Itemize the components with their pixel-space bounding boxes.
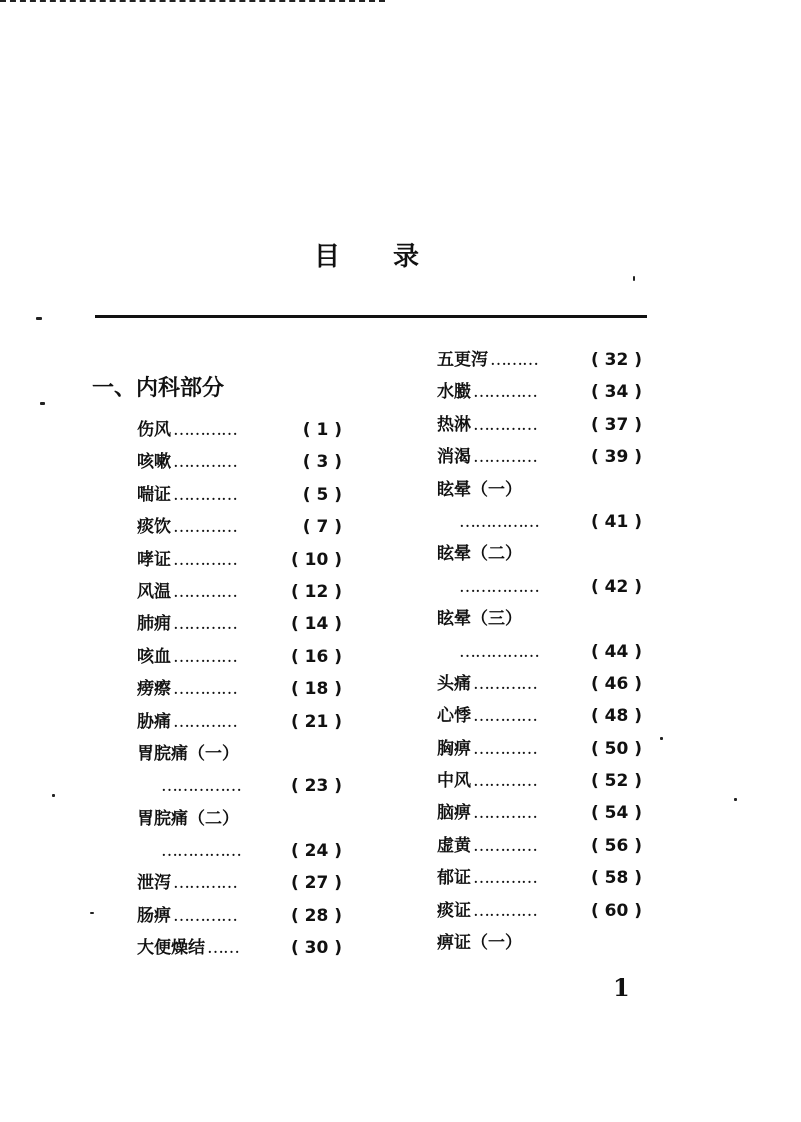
toc-entry <box>137 932 352 964</box>
toc-entry <box>137 867 352 899</box>
toc-leader-dots: ………… <box>473 414 537 435</box>
toc-entry-title: 心悸 <box>437 706 471 727</box>
toc-entry-title: 头痛 <box>437 673 471 694</box>
toc-entry-title: 风温 <box>137 581 171 602</box>
toc-leader-dots: …… <box>207 938 239 959</box>
toc-entry <box>437 895 652 927</box>
toc-leader-dots: …………… <box>459 511 539 532</box>
toc-entry-title: 咳嗽 <box>137 452 171 473</box>
toc-page-ref: ( 5 ) <box>302 484 342 505</box>
toc-entry <box>137 479 352 511</box>
toc-entry-title: 痰证 <box>437 900 471 921</box>
toc-entry <box>137 835 352 867</box>
toc-right-column <box>437 344 652 959</box>
toc-leader-dots: ……… <box>490 350 538 370</box>
toc-leader-dots: ………… <box>173 549 237 570</box>
toc-entry <box>137 803 352 835</box>
toc-page-ref: ( 42 ) <box>590 576 642 597</box>
toc-page-ref: ( 18 ) <box>290 679 342 700</box>
toc-entry-title: 伤风 <box>137 420 171 440</box>
toc-entry-title: 胃脘痛（二） <box>137 808 239 829</box>
toc-entry-title: 痹证（一） <box>437 933 522 954</box>
toc-page-ref: ( 27 ) <box>290 873 342 894</box>
toc-leader-dots: ………… <box>473 447 537 468</box>
toc-leader-dots: ………… <box>173 679 237 700</box>
toc-page-ref: ( 41 ) <box>590 511 642 532</box>
toc-page-ref: ( 14 ) <box>290 614 342 635</box>
toc-entry-title: 五更泻 <box>437 350 488 370</box>
scan-speck <box>52 794 55 797</box>
toc-entry-title: 胸痹 <box>437 738 471 759</box>
toc-entry <box>137 544 352 576</box>
toc-entry-title: 郁证 <box>437 868 471 889</box>
toc-page-ref: ( 24 ) <box>290 841 342 862</box>
toc-entry <box>137 414 352 446</box>
toc-entry-title: 肺痈 <box>137 614 171 635</box>
toc-entry <box>437 474 652 506</box>
toc-page-ref: ( 48 ) <box>590 706 642 727</box>
toc-leader-dots: ………… <box>173 646 237 667</box>
toc-entry-title: 脑痹 <box>437 803 471 824</box>
scan-speck <box>633 276 635 281</box>
toc-leader-dots: ………… <box>473 738 537 759</box>
toc-page-ref: ( 1 ) <box>302 420 342 440</box>
toc-entry-title: 喘证 <box>137 484 171 505</box>
toc-entry <box>137 641 352 673</box>
toc-leader-dots: ………… <box>173 711 237 732</box>
toc-entry <box>437 636 652 668</box>
toc-page-ref: ( 12 ) <box>290 581 342 602</box>
toc-entry <box>137 608 352 640</box>
toc-page-ref: ( 52 ) <box>590 771 642 792</box>
toc-entry <box>437 700 652 732</box>
toc-entry <box>437 344 652 376</box>
toc-entry-title: 眩晕（二） <box>437 544 522 565</box>
toc-page-ref: ( 50 ) <box>590 738 642 759</box>
toc-entry <box>437 441 652 473</box>
toc-leader-dots: ………… <box>473 835 537 856</box>
toc-leader-dots: …………… <box>161 841 241 862</box>
toc-entry-title: 咳血 <box>137 646 171 667</box>
toc-entry-title: 痰饮 <box>137 517 171 538</box>
toc-leader-dots: ………… <box>173 420 237 440</box>
toc-page-ref: ( 21 ) <box>290 711 342 732</box>
toc-entry-title: 热淋 <box>437 414 471 435</box>
toc-entry-title: 水臌 <box>437 382 471 403</box>
toc-entry <box>437 797 652 829</box>
toc-leader-dots: ………… <box>473 803 537 824</box>
toc-entry <box>437 830 652 862</box>
toc-entry <box>137 770 352 802</box>
toc-entry-title: 消渴 <box>437 447 471 468</box>
toc-entry <box>437 538 652 570</box>
scan-speck <box>40 402 45 405</box>
toc-leader-dots: …………… <box>161 776 241 797</box>
toc-entry <box>137 511 352 543</box>
toc-entry <box>137 738 352 770</box>
toc-entry <box>437 603 652 635</box>
toc-page-ref: ( 54 ) <box>590 803 642 824</box>
top-dashed-edge <box>0 0 385 10</box>
toc-leader-dots: ………… <box>173 581 237 602</box>
toc-page-ref: ( 7 ) <box>302 517 342 538</box>
toc-page-ref: ( 3 ) <box>302 452 342 473</box>
title-char-1: 目 <box>314 242 342 272</box>
title-char-2: 录 <box>393 242 421 272</box>
toc-page-ref: ( 34 ) <box>590 382 642 403</box>
toc-left-column <box>137 414 352 965</box>
toc-page-ref: ( 23 ) <box>290 776 342 797</box>
scan-speck <box>660 737 663 740</box>
toc-entry <box>137 673 352 705</box>
toc-entry <box>437 506 652 538</box>
toc-entry-title: 大便燥结 <box>137 938 205 959</box>
page-title <box>0 236 801 280</box>
toc-entry-title: 眩晕（一） <box>437 479 522 500</box>
toc-page-ref: ( 16 ) <box>290 646 342 667</box>
toc-entry-title: 胃脘痛（一） <box>137 743 239 764</box>
toc-entry <box>137 706 352 738</box>
toc-page-ref: ( 58 ) <box>590 868 642 889</box>
toc-leader-dots: ………… <box>173 452 237 473</box>
toc-entry <box>437 571 652 603</box>
scan-speck <box>734 798 737 801</box>
toc-page-ref: ( 30 ) <box>290 938 342 959</box>
scan-speck <box>90 912 94 914</box>
toc-entry <box>437 668 652 700</box>
toc-entry-title: 中风 <box>437 771 471 792</box>
toc-leader-dots: ………… <box>473 771 537 792</box>
toc-entry-title: 肠痹 <box>137 905 171 926</box>
toc-page-ref: ( 10 ) <box>290 549 342 570</box>
toc-leader-dots: ………… <box>173 614 237 635</box>
toc-leader-dots: ………… <box>473 706 537 727</box>
toc-entry <box>437 862 652 894</box>
toc-entry <box>137 900 352 932</box>
toc-page-ref: ( 39 ) <box>590 447 642 468</box>
toc-entry-title: 眩晕（三） <box>437 609 522 630</box>
toc-page-ref: ( 46 ) <box>590 673 642 694</box>
toc-leader-dots: ………… <box>473 382 537 403</box>
toc-leader-dots: ………… <box>173 905 237 926</box>
toc-entry <box>437 409 652 441</box>
toc-page-ref: ( 32 ) <box>590 350 642 370</box>
toc-leader-dots: ………… <box>173 517 237 538</box>
toc-page-ref: ( 44 ) <box>590 641 642 662</box>
toc-entry <box>437 765 652 797</box>
toc-page-ref: ( 37 ) <box>590 414 642 435</box>
toc-entry-title: 泄泻 <box>137 873 171 894</box>
toc-page-ref: ( 60 ) <box>590 900 642 921</box>
title-rule <box>95 315 647 318</box>
scan-speck <box>36 317 42 320</box>
toc-entry-title: 虚黄 <box>437 835 471 856</box>
toc-entry <box>437 376 652 408</box>
toc-leader-dots: ………… <box>473 673 537 694</box>
section-heading: 一、内科部分 <box>92 375 225 401</box>
toc-leader-dots: ………… <box>473 900 537 921</box>
toc-entry-title: 胁痛 <box>137 711 171 732</box>
toc-entry <box>137 446 352 478</box>
page-number: 1 <box>613 973 630 1002</box>
toc-leader-dots: …………… <box>459 576 539 597</box>
toc-page-ref: ( 28 ) <box>290 905 342 926</box>
toc-leader-dots: …………… <box>459 641 539 662</box>
toc-leader-dots: ………… <box>473 868 537 889</box>
toc-leader-dots: ………… <box>173 484 237 505</box>
toc-entry-title: 痨瘵 <box>137 679 171 700</box>
toc-entry-title: 哮证 <box>137 549 171 570</box>
toc-entry <box>437 733 652 765</box>
toc-entry <box>437 927 652 959</box>
toc-leader-dots: ………… <box>173 873 237 894</box>
toc-entry <box>137 576 352 608</box>
toc-page-ref: ( 56 ) <box>590 835 642 856</box>
